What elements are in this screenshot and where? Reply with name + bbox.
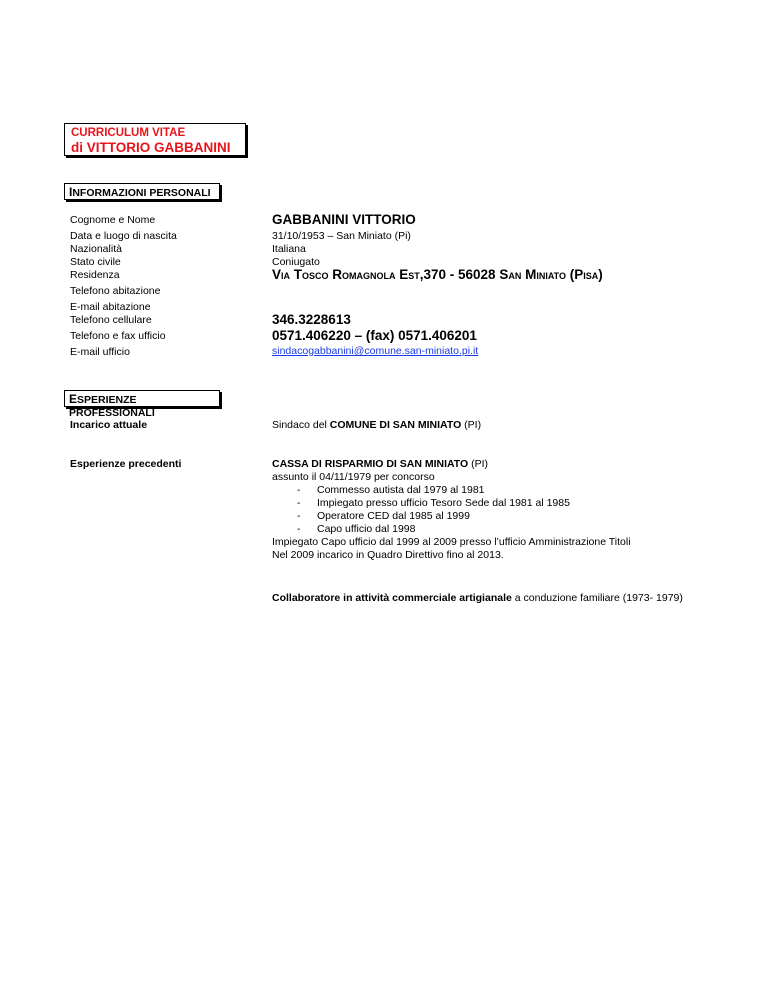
bullet-dash: -	[297, 484, 301, 496]
label-home-email: E-mail abitazione	[70, 301, 151, 313]
current-role-prefix: Sindaco del	[272, 419, 330, 431]
role-item: Capo ufficio dal 1998	[317, 523, 416, 535]
value-employer	[272, 458, 488, 471]
label-mobile: Telefono cellulare	[70, 314, 152, 326]
label-civil-status: Stato civile	[70, 256, 121, 268]
bullet-dash: -	[297, 523, 301, 535]
label-office-phone: Telefono e fax ufficio	[70, 330, 166, 342]
value-birth: 31/10/1953 – San Miniato (Pi)	[272, 230, 411, 242]
career-line-1: Impiegato Capo ufficio dal 1999 al 2009 presso l’ufficio Amministrazione Titoli	[272, 536, 631, 548]
label-previous-experience: Esperienze precedenti	[70, 458, 182, 470]
bullet-dash: -	[297, 510, 301, 522]
section-personal-rest: NFORMAZIONI PERSONALI	[72, 187, 211, 199]
current-role-suffix: (PI)	[461, 419, 482, 431]
office-email-link[interactable]: sindacogabbanini@comune.san-miniato.pi.it	[272, 345, 479, 357]
section-header-personal	[64, 183, 220, 200]
label-nationality: Nazionalità	[70, 243, 122, 255]
label-birth: Data e luogo di nascita	[70, 230, 177, 242]
role-item: Commesso autista dal 1979 al 1981	[317, 484, 485, 496]
value-residence: Via Tosco Romagnola Est,370 - 56028 San Miniato (Pisa)	[272, 267, 603, 282]
label-residence: Residenza	[70, 269, 120, 281]
role-item: Impiegato presso ufficio Tesoro Sede dal 1981 al 1985	[317, 497, 570, 509]
employer-suffix: (PI)	[468, 458, 489, 470]
section-header-experience	[64, 390, 220, 419]
current-role-org: COMUNE DI SAN MINIATO	[329, 419, 462, 431]
cv-title: CURRICULUM VITAE	[71, 127, 186, 139]
section-personal-initial: I	[69, 185, 73, 199]
section-experience-rest: SPERIENZE PROFESSIONALI	[69, 394, 155, 419]
cv-person-name-title: di VITTORIO GABBANINI	[71, 140, 231, 155]
label-name: Cognome e Nome	[70, 214, 156, 226]
cv-title-box	[64, 123, 246, 156]
collaboration-detail: a conduzione familiare (1973- 1979)	[511, 592, 683, 604]
collaboration-role: Collaboratore in attività commerciale artigianale	[272, 592, 512, 604]
bullet-dash: -	[297, 497, 301, 509]
value-mobile: 346.3228613	[272, 312, 351, 327]
employer-name: CASSA DI RISPARMIO DI SAN MINIATO	[272, 458, 469, 470]
collaboration-line	[272, 592, 683, 605]
value-civil-status: Coniugato	[272, 256, 320, 268]
value-office-phone: 0571.406220 – (fax) 0571.406201	[272, 328, 477, 343]
career-line-2: Nel 2009 incarico in Quadro Direttivo fino al 2013.	[272, 549, 504, 561]
hired-line: assunto il 04/11/1979 per concorso	[272, 471, 435, 483]
label-current-role: Incarico attuale	[70, 419, 148, 431]
section-experience-initial: E	[69, 392, 78, 406]
value-name: GABBANINI VITTORIO	[272, 212, 416, 227]
label-home-phone: Telefono abitazione	[70, 285, 161, 297]
value-nationality: Italiana	[272, 243, 306, 255]
role-item: Operatore CED dal 1985 al 1999	[317, 510, 470, 522]
value-current-role	[272, 419, 481, 432]
label-office-email: E-mail ufficio	[70, 346, 130, 358]
